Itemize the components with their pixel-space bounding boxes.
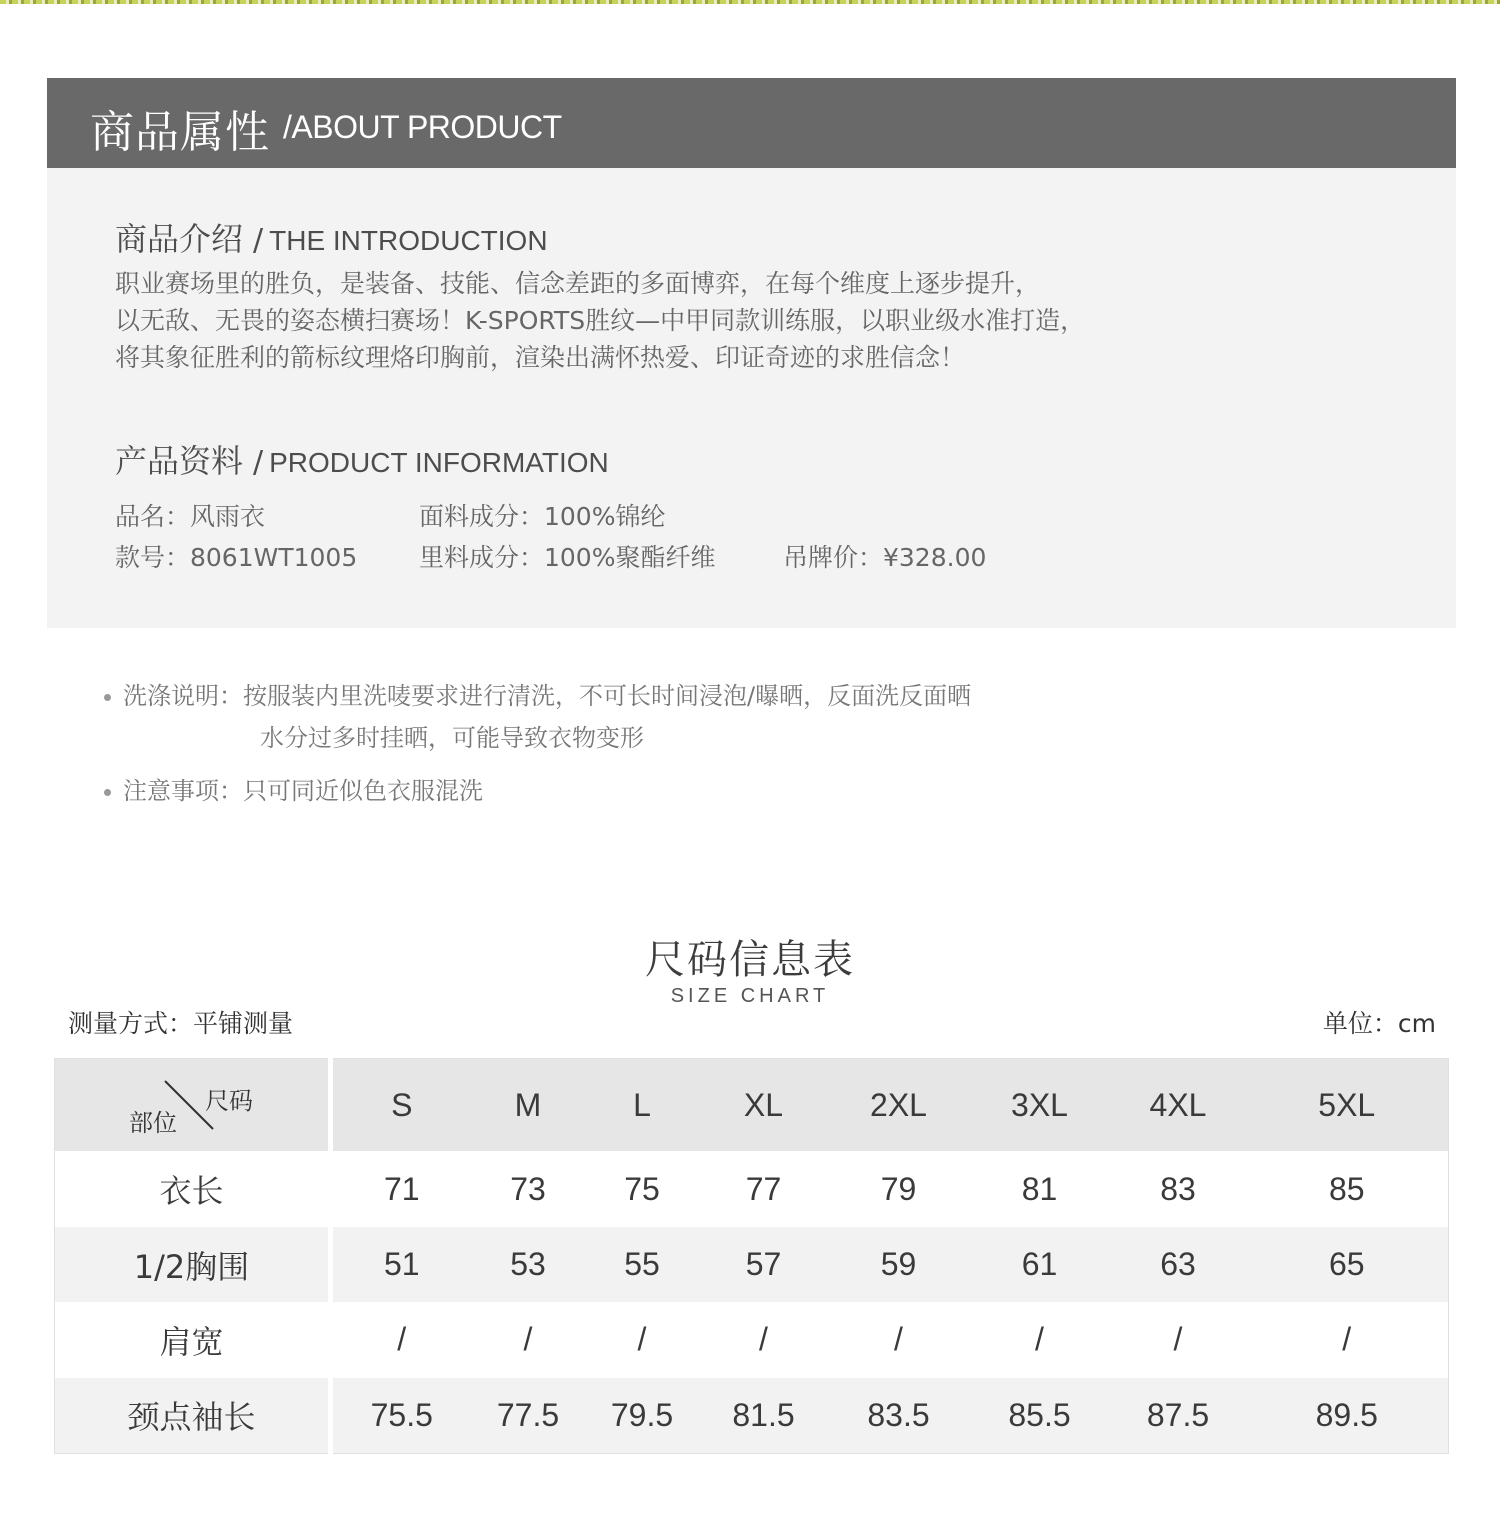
product-price: 吊牌价：¥328.00	[783, 543, 987, 572]
intro-title-slash: /	[253, 223, 264, 258]
intro-line-1: 职业赛场里的胜负，是装备、技能、信念差距的多面博弈，在每个维度上逐步提升，	[115, 269, 1041, 298]
size-table	[54, 1058, 1449, 1454]
table-cell: 81.5	[699, 1378, 829, 1454]
table-cell: /	[969, 1302, 1111, 1377]
table-cell: 53	[471, 1227, 586, 1302]
corner-header-cell	[55, 1059, 331, 1152]
table-cell: 59	[829, 1227, 969, 1302]
table-cell: 57	[699, 1227, 829, 1302]
row-label: 1/2胸围	[55, 1227, 331, 1302]
size-header-cell: XL	[699, 1059, 829, 1152]
wash-line-1: 按服装内里洗唛要求进行清洗，不可长时间浸泡/曝晒，反面洗反面晒	[243, 682, 972, 710]
table-cell: 63	[1111, 1227, 1246, 1302]
info-title-en: PRODUCT INFORMATION	[269, 447, 609, 478]
table-cell: /	[829, 1302, 969, 1377]
table-cell: 61	[969, 1227, 1111, 1302]
table-cell: 77	[699, 1151, 829, 1226]
intro-title-zh: 商品介绍	[115, 220, 244, 258]
table-cell: 81	[969, 1151, 1111, 1226]
size-header-cell: 5XL	[1246, 1059, 1449, 1152]
bullet-icon	[104, 694, 111, 701]
size-chart-title: 尺码信息表	[645, 937, 855, 983]
table-cell: 87.5	[1111, 1378, 1246, 1454]
table-cell: /	[699, 1302, 829, 1377]
size-header-cell: L	[586, 1059, 699, 1152]
table-row	[55, 1302, 1449, 1377]
about-product-header	[47, 78, 1456, 168]
corner-part-label: 部位	[129, 1109, 177, 1138]
intro-line-3: 将其象征胜利的箭标纹理烙印胸前，渲染出满怀热爱、印证奇迹的求胜信念！	[115, 343, 966, 372]
table-cell: 83.5	[829, 1378, 969, 1454]
about-title-zh: 商品属性	[90, 107, 270, 158]
table-cell: 89.5	[1246, 1378, 1449, 1454]
size-header-cell: M	[471, 1059, 586, 1152]
measure-method: 测量方式：平铺测量	[68, 1009, 294, 1038]
table-cell: 51	[331, 1227, 471, 1302]
about-product-panel	[47, 168, 1456, 628]
info-heading	[115, 436, 609, 482]
top-decorative-stripe	[0, 0, 1500, 4]
size-header-cell: 2XL	[829, 1059, 969, 1152]
table-row	[55, 1378, 1449, 1454]
corner-size-label: 尺码	[205, 1087, 253, 1116]
size-header-row	[55, 1059, 1449, 1152]
table-cell: 75.5	[331, 1378, 471, 1454]
diagonal-divider	[55, 1059, 331, 1151]
wash-instructions	[104, 676, 971, 711]
size-chart-subtitle: SIZE CHART	[670, 985, 830, 1007]
product-style-no: 款号：8061WT1005	[115, 543, 358, 572]
bullet-icon	[104, 789, 111, 796]
table-row	[55, 1151, 1449, 1226]
table-cell: /	[331, 1302, 471, 1377]
table-cell: /	[471, 1302, 586, 1377]
table-cell: 71	[331, 1151, 471, 1226]
note-text: 只可同近似色衣服混洗	[243, 777, 483, 805]
info-title-slash: /	[253, 445, 264, 480]
about-title-en: /ABOUT PRODUCT	[283, 109, 562, 145]
table-cell: 55	[586, 1227, 699, 1302]
wash-label: 洗涤说明：	[123, 682, 243, 710]
row-label: 衣长	[55, 1151, 331, 1226]
wash-line-2: 水分过多时挂晒，可能导致衣物变形	[260, 724, 644, 752]
table-cell: /	[586, 1302, 699, 1377]
intro-heading	[115, 214, 548, 260]
table-cell: /	[1246, 1302, 1449, 1377]
product-lining: 里料成分：100%聚酯纤维	[419, 543, 716, 572]
info-title-zh: 产品资料	[115, 442, 244, 480]
table-cell: 79.5	[586, 1378, 699, 1454]
intro-line-2: 以无敌、无畏的姿态横扫赛场！K-SPORTS胜纹—中甲同款训练服，以职业级水准打造，	[115, 306, 1086, 335]
table-cell: 65	[1246, 1227, 1449, 1302]
table-row	[55, 1227, 1449, 1302]
row-label: 肩宽	[55, 1302, 331, 1377]
table-cell: 85	[1246, 1151, 1449, 1226]
unit-label: 单位：cm	[1322, 1009, 1436, 1038]
size-header-cell: S	[331, 1059, 471, 1152]
care-notes	[104, 771, 483, 806]
table-cell: 77.5	[471, 1378, 586, 1454]
intro-title-en: THE INTRODUCTION	[269, 225, 548, 256]
table-cell: /	[1111, 1302, 1246, 1377]
table-cell: 75	[586, 1151, 699, 1226]
product-name: 品名：风雨衣	[115, 502, 266, 531]
table-cell: 83	[1111, 1151, 1246, 1226]
size-header-cell: 3XL	[969, 1059, 1111, 1152]
note-label: 注意事项：	[123, 777, 243, 805]
row-label: 颈点袖长	[55, 1378, 331, 1454]
table-cell: 73	[471, 1151, 586, 1226]
table-cell: 85.5	[969, 1378, 1111, 1454]
product-fabric: 面料成分：100%锦纶	[419, 502, 666, 531]
table-cell: 79	[829, 1151, 969, 1226]
size-header-cell: 4XL	[1111, 1059, 1246, 1152]
